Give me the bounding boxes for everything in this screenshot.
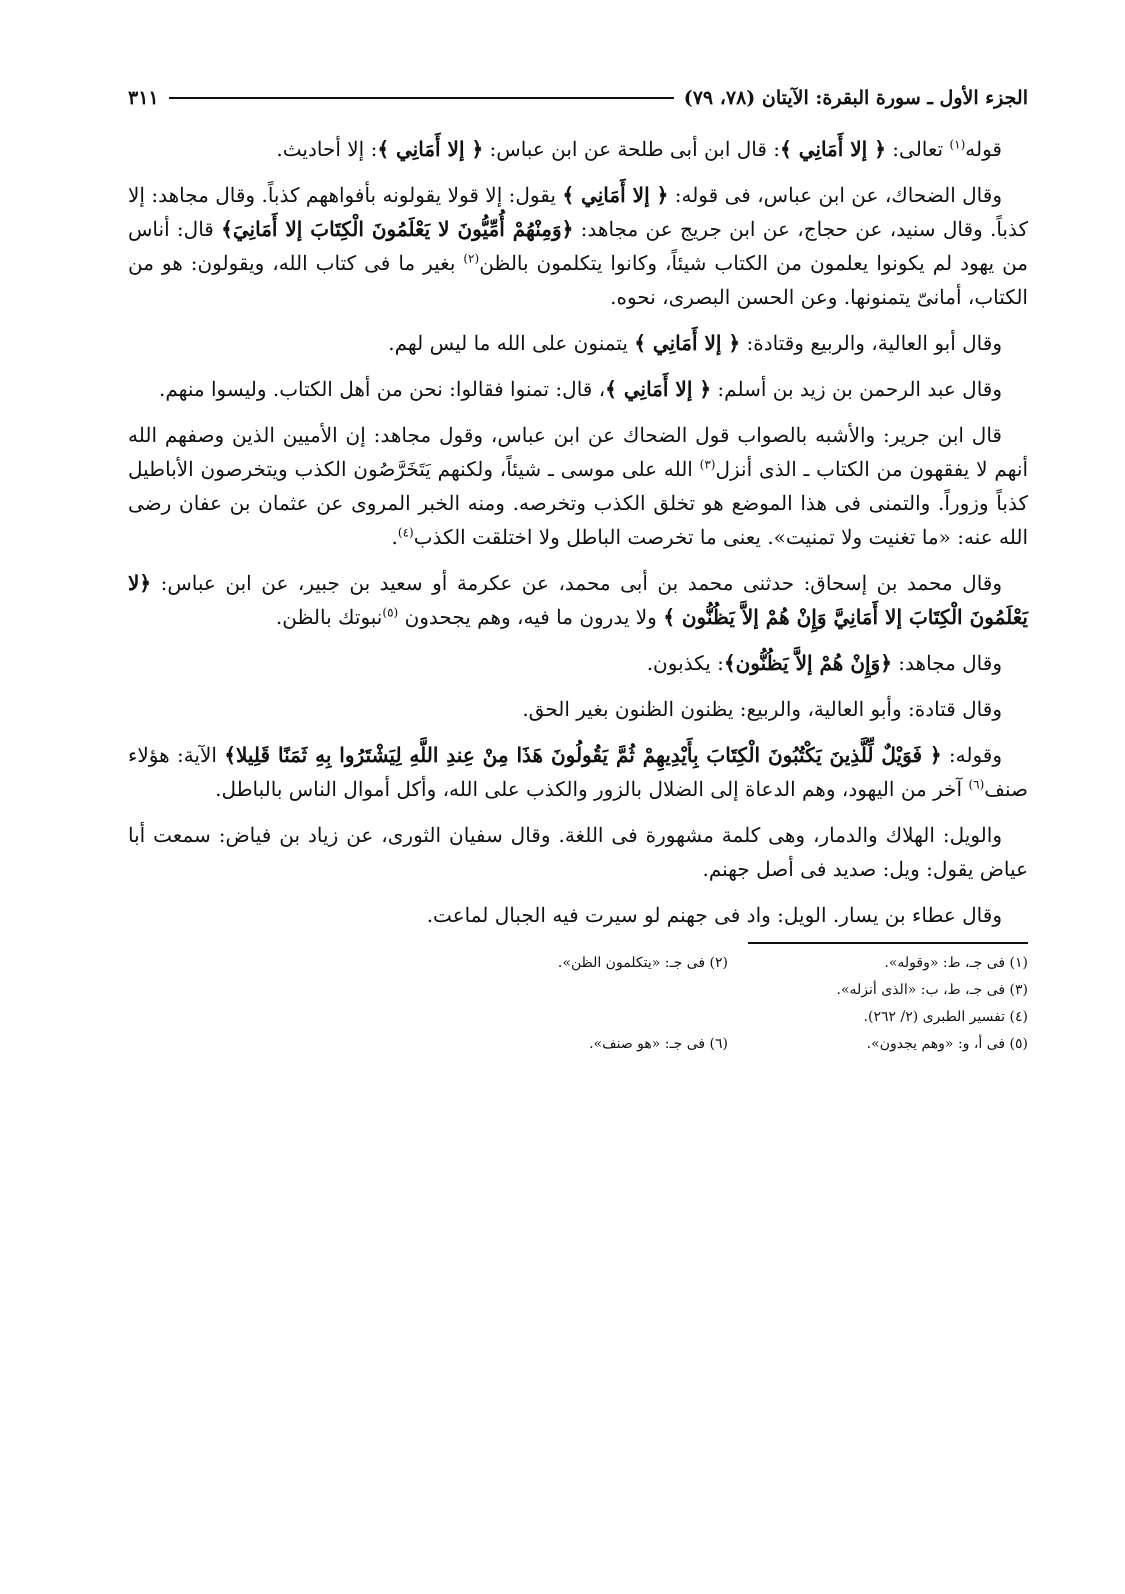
footnote: (١) فى جـ، ط: «وقوله». — [884, 955, 1028, 971]
paragraph-text: . — [391, 525, 398, 549]
quran-quote: ﴿ إلا أَمَانِي ﴾ — [634, 331, 741, 355]
page-header — [128, 78, 1028, 118]
paragraph — [128, 692, 1028, 726]
footnotes — [128, 950, 1028, 1058]
footnote-ref: (٣) — [699, 457, 716, 472]
paragraph-text: وقال عبد الرحمن بن زيد بن أسلم: — [711, 377, 1002, 401]
paragraph-text: وقال قتادة: وأبو العالية، والربيع: يظنون الظنون بغير الحق. — [522, 697, 1002, 721]
paragraph-text: وقال أبو العالية، والربيع وقتادة: — [740, 331, 1002, 355]
paragraph-text: وقوله: — [941, 743, 1002, 767]
book-page — [128, 78, 1028, 1058]
footnote: (٤) تفسير الطبرى (٢/ ٢٦٢). — [863, 1009, 1028, 1025]
paragraph — [128, 738, 1028, 806]
paragraph — [128, 898, 1028, 932]
paragraph-text: وقال الضحاك، عن ابن عباس، فى قوله: — [668, 183, 1002, 207]
footnote-ref: (٤) — [397, 525, 414, 540]
footnote-separator — [748, 942, 1028, 944]
paragraph-text: قوله — [965, 137, 1002, 161]
footnote-ref: (٦) — [968, 777, 985, 792]
paragraph-text: وقال محمد بن إسحاق: حدثنى محمد بن أبى محمد، عن عكرمة أو سعيد بن جبير، عن ابن عباس: — [151, 571, 1002, 595]
paragraph-text: الله على موسى ـ شيئاً، ولكنهم يَتَخَرَّصُون الكذب ويتخرصون الأباطيل كذباً وزوراً. والتمنى فى هذا الموضع هو تخلق الكذب وتخرصه. ومنه الخبر المروى عن عثمان بن عفان رضى الله عنه: «ما تغنيت ولا تمنيت». يعنى ما تخرصت الباطل ولا اختلقت الكذب — [128, 457, 1028, 549]
paragraph-text: ولا يدرون ما فيه، وهم يجحدون — [398, 605, 664, 629]
footnote-row — [128, 977, 1028, 1004]
quran-quote: ﴿لا يَعْلَمُونَ الْكِتَابَ إلا أَمَانِيَّ وَإِنْ هُمْ إلاَّ يَظُنُّون ﴾ — [128, 571, 1028, 629]
paragraph-text: نبوتك بالظن. — [275, 605, 383, 629]
footnote: (٦) فى جـ: «هو صنف». — [589, 1036, 728, 1052]
paragraph-text: والويل: الهلاك والدمار، وهى كلمة مشهورة فى اللغة. وقال سفيان الثورى، عن زياد بن فياض: سمعت أبا عياض يقول: ويل: صديد فى أصل جهنم. — [128, 823, 1028, 881]
paragraph-text: قال ابن جرير: والأشبه بالصواب قول الضحاك عن ابن عباس، وقول مجاهد: إن الأميين الذين وصفهم الله أنهم لا يفقهون من الكتاب ـ الذى أنزل — [128, 423, 1028, 481]
footnote-ref: (٢) — [463, 251, 480, 266]
footnote-row — [128, 950, 1028, 977]
footnote-row — [128, 1004, 1028, 1031]
paragraph — [128, 818, 1028, 886]
footnote: (٣) فى جـ، ط، ب: «الذى أنزله». — [836, 982, 1028, 998]
quran-quote: ﴿ إلا أَمَانِي ﴾ — [605, 377, 712, 401]
page-number: ٣١١ — [128, 87, 159, 109]
quran-quote: ﴿ إلا أَمَانِي ﴾ — [780, 137, 886, 161]
paragraph-text: : إلا أحاديث. — [276, 137, 378, 161]
paragraph-text: الآية: هؤلاء صنف — [128, 743, 1028, 801]
paragraph — [128, 372, 1028, 406]
footnote: (٥) فى أ، و: «وهم يجدون». — [866, 1036, 1028, 1052]
paragraph — [128, 178, 1028, 314]
paragraph-text: يقول: إلا قولا يقولونه بأفواههم كذباً. وقال مجاهد: إلا كذباً. وقال سنيد، عن حجاج، عن ابن جريج عن مجاهد: — [128, 183, 1029, 241]
header-rule — [169, 97, 674, 99]
paragraph-text: : يكذبون. — [646, 651, 724, 675]
quran-quote: ﴿ إلا أَمَانِي ﴾ — [377, 137, 484, 161]
footnote-ref: (١) — [949, 137, 966, 152]
paragraph-text: : قال ابن أبى طلحة عن ابن عباس: — [483, 137, 781, 161]
paragraph-text: بغير ما فى كتاب الله، ويقولون: هو من الكتاب، أمانىّ يتمنونها. وعن الحسن البصرى، نحوه. — [128, 251, 1028, 309]
paragraph-text: آخر من اليهود، وهم الدعاة إلى الضلال بالزور والكذب على الله، وأكل أموال الناس بالباطل. — [215, 777, 969, 801]
paragraph — [128, 132, 1028, 166]
running-title: الجزء الأول ـ سورة البقرة: الآيتان (٧٨، ٧٩) — [683, 87, 1028, 109]
paragraph-text: ، قال: تمنوا فقالوا: نحن من أهل الكتاب. وليسوا منهم. — [158, 377, 606, 401]
paragraph-text: قال: أناس من يهود لم يكونوا يعلمون من الكتاب شيئاً، وكانوا يتكلمون بالظن — [128, 217, 1029, 275]
paragraph — [128, 418, 1028, 554]
paragraph-text: وقال مجاهد: — [891, 651, 1002, 675]
paragraph-text: وقال عطاء بن يسار. الويل: واد فى جهنم لو سيرت فيه الجبال لماعت. — [426, 903, 1002, 927]
quran-quote: ﴿وَإِنْ هُمْ إلاَّ يَظُنُّون﴾ — [723, 651, 892, 675]
quran-quote: ﴿وَمِنْهُمْ أُمِّيُّونَ لا يَعْلَمُونَ الْكِتَابَ إلا أَمَانِيَ﴾ — [221, 217, 574, 241]
footnote-row — [128, 1031, 1028, 1058]
quran-quote: ﴿ إلا أَمَانِي ﴾ — [562, 183, 669, 207]
paragraph — [128, 646, 1028, 680]
paragraph-text: تعالى: — [885, 137, 950, 161]
footnote-ref: (٥) — [382, 605, 399, 620]
paragraph — [128, 566, 1028, 634]
quran-quote: ﴿ فَوَيْلٌ لِّلَّذِينَ يَكْتُبُونَ الْكِتَابَ بِأَيْدِيهِمْ ثُمَّ يَقُولُونَ هَذَا مِنْ عِندِ اللَّهِ لِيَشْتَرُوا بِهِ ثَمَنًا قَلِيلا﴾ — [224, 743, 942, 767]
body-text — [128, 132, 1028, 932]
paragraph — [128, 326, 1028, 360]
paragraph-text: يتمنون على الله ما ليس لهم. — [388, 331, 635, 355]
footnote: (٢) فى جـ: «يتكلمون الظن». — [557, 955, 728, 971]
